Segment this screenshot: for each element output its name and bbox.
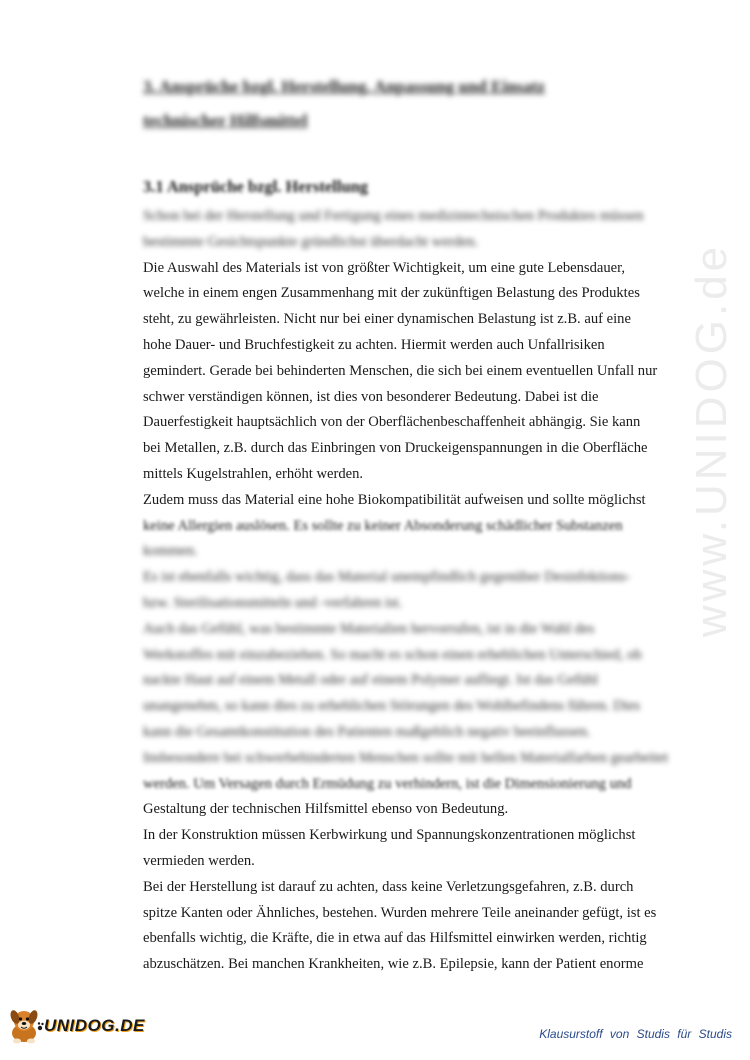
- text-line: mittels Kugelstrahlen, erhöht werden.: [143, 465, 364, 482]
- text-line: Auch das Gefühl, was bestimmte Materialien hervorrufen, ist in die Wahl des: [143, 620, 595, 637]
- text-line: kommen.: [143, 543, 198, 560]
- text-line: spitze Kanten oder Ähnliches, bestehen. Wurden mehrere Teile aneinander gefügt, ist es: [143, 904, 657, 921]
- text-line: Schon bei der Herstellung und Fertigung eines medizintechnischen Produktes müssen: [143, 208, 644, 224]
- text-line: Es ist ebenfalls wichtig, dass das Material unempfindlich gegenüber Desinfektions-: [143, 569, 631, 586]
- dog-mascot-icon: [4, 1006, 46, 1046]
- section-heading: 3.1 Ansprüche bzgl. Herstellung: [143, 177, 369, 196]
- text-line: keine Allergien auslösen. Es sollte zu keiner Absonderung schädlicher Substanzen: [143, 517, 623, 534]
- title-line: 3. Ansprüche bzgl. Herstellung, Anpassung und Einsatz: [143, 77, 545, 96]
- logo-text: UNIDOG.DE: [44, 1016, 145, 1035]
- text-line: nackte Haut auf einem Metall oder auf einem Polymer aufliegt. Ist das Gefühl: [143, 672, 599, 689]
- text-line: gemindert. Gerade bei behinderten Menschen, die sich bei einem eventuellen Unfall nur: [143, 362, 658, 379]
- text-line: Zudem muss das Material eine hohe Biokompatibilität aufweisen und sollte möglichst: [143, 491, 646, 508]
- text-line: Bei der Herstellung ist darauf zu achten, dass keine Verletzungsgefahren, z.B. durch: [143, 878, 634, 895]
- text-line: Insbesondere bei schwerbehinderten Menschen sollte mit hellen Materialfarben gearbeitet: [143, 749, 669, 766]
- text-line: kann die Gesamtkonstitution des Patienten maßgeblich negativ beeinflussen.: [143, 723, 591, 740]
- text-line: vermieden werden.: [143, 852, 255, 869]
- title-line: technischer Hilfsmittel: [143, 111, 308, 130]
- text-line: bei Metallen, z.B. durch das Einbringen von Druckeigenspannungen in die Oberfläche: [143, 440, 648, 457]
- text-line: steht, zu gewährleisten. Nicht nur bei einer dynamischen Belastung ist z.B. auf eine: [143, 311, 631, 328]
- text-line: welche in einem engen Zusammenhang mit der zukünftigen Belastung des Produktes: [143, 285, 640, 302]
- text-line: schwer verständigen können, ist dies von besonderer Bedeutung. Dabei ist die: [143, 388, 599, 405]
- text-line: Gestaltung der technischen Hilfsmittel ebenso von Bedeutung.: [143, 801, 509, 818]
- text-line: Die Auswahl des Materials ist von größter Wichtigkeit, um eine gute Lebensdauer,: [143, 259, 626, 276]
- text-line: ebenfalls wichtig, die Kräfte, die in etwa auf das Hilfsmittel einwirken werden, richtig: [143, 930, 647, 947]
- document-title: [143, 70, 643, 138]
- text-line: hohe Dauer- und Bruchfestigkeit zu achten. Hiermit werden auch Unfallrisiken: [143, 336, 605, 353]
- text-line: bestimmte Gesichtspunkte gründlichst überdacht werden.: [143, 233, 479, 250]
- footer-logo: [4, 1006, 145, 1046]
- text-line: Dauerfestigkeit hauptsächlich von der Oberflächenbeschaffenheit abhängig. Sie kann: [143, 414, 641, 431]
- footer-tagline: Klausurstoff von Studis für Studis: [539, 1027, 732, 1041]
- text-line: werden. Um Versagen durch Ermüdung zu verhindern, ist die Dimensionierung und: [143, 775, 632, 792]
- text-line: abzuschätzen. Bei manchen Krankheiten, wie z.B. Epilepsie, kann der Patient enorme: [143, 956, 644, 973]
- text-line: unangenehm, so kann dies zu erheblichen Störungen des Wohlbefindens führen. Dies: [143, 698, 641, 715]
- text-line: bzw. Sterilisationsmitteln und -verfahren ist.: [143, 594, 403, 611]
- document-body: [143, 204, 683, 978]
- text-line: Werkstoffes mit einzubeziehen. So macht es schon einen erheblichen Unterschied, ob: [143, 646, 642, 663]
- text-line: In der Konstruktion müssen Kerbwirkung und Spannungskonzentrationen möglichst: [143, 827, 636, 844]
- watermark: www.UNIDOG.de: [687, 242, 736, 638]
